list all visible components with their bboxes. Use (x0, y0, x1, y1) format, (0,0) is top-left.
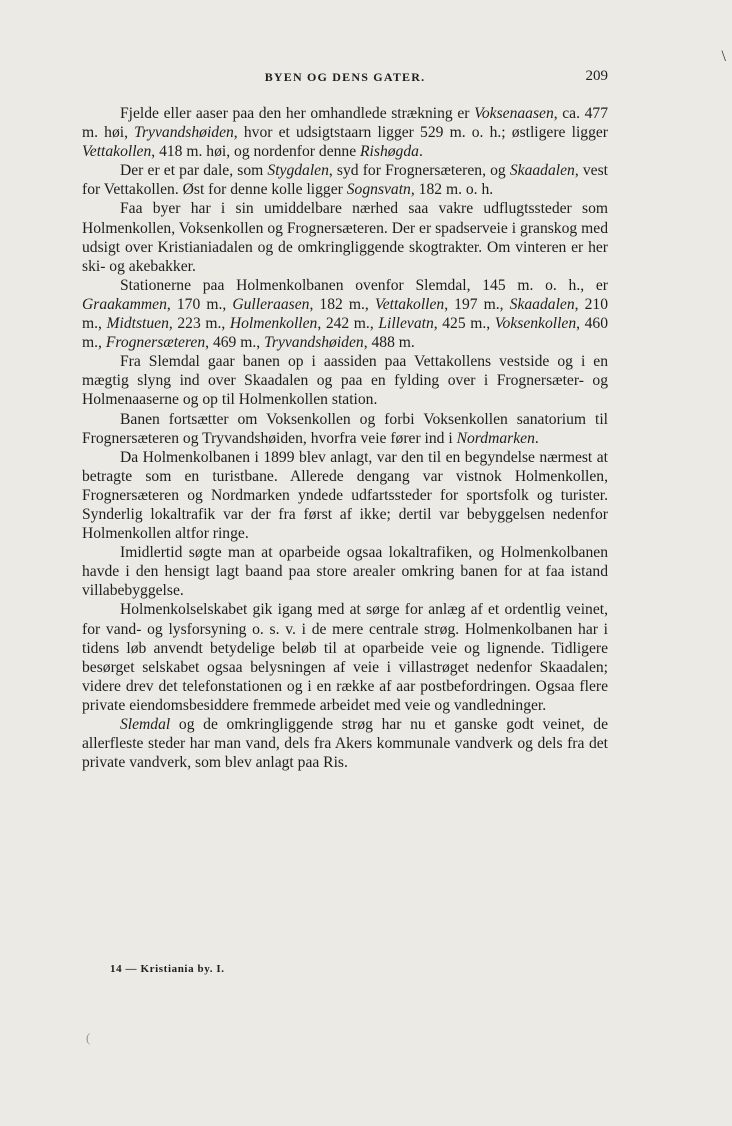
signature-mark: 14 — Kristiania by. I. (110, 963, 225, 975)
text-run: , syd for Frognersæteren, og (328, 162, 510, 180)
text-run: Stationerne paa Holmenkolbanen ovenfor Slemdal, 145 m. o. h., er (120, 276, 608, 294)
text-run: og de omkringliggende strøg har nu et ganske godt veinet, de allerfleste steder har man vand, dels fra Akers kommunale vandverk og dels fra det private vandverk, som blev anlagt paa Ris. (82, 716, 608, 772)
stray-mark: ( (86, 1030, 91, 1045)
body-text (82, 104, 608, 772)
page-header (82, 68, 608, 88)
text-run: , 197 m., (444, 295, 510, 313)
text-run: Fra Slemdal gaar banen op i aassiden paa Vettakollens vestside og i en mægtig slyng ind over Skaadalen og paa en fylding over i Frognersæter- og Holmenaaserne og op til Holmenkollen station. (82, 353, 608, 409)
text-run: , 460 m., (82, 315, 609, 352)
text-run: , 242 m., (317, 315, 379, 333)
text-run: , 425 m., (433, 315, 495, 333)
text-run: 182 m. o. h. (414, 181, 494, 199)
place-name: Holmenkollen (229, 315, 318, 333)
text-run: . (534, 429, 539, 447)
text-run: Da Holmenkolbanen i 1899 blev anlagt, var den til en begyndelse nærmest at betragte som en turistbane. Allerede dengang var vistnok Holmenkollen, Frognersæteren og Nordmarken yndede udfartssteder for sportsfolk og turister. Synderlig lokaltrafik var der fra først af ikke; dertil var bebyggelsen nedenfor Holmenkollen altfor ringe. (82, 448, 608, 543)
text-run: , 469 m., (205, 334, 265, 352)
place-name: Sognsvatn, (346, 181, 415, 199)
text-run: Fjelde eller aaser paa den her omhandlede strækning er (120, 105, 475, 122)
place-name: Stygdalen (267, 162, 329, 180)
place-name: Tryvandshøiden (264, 334, 364, 352)
text-run: , 488 m. (363, 334, 415, 352)
text-run: , hvor et udsigtstaarn ligger 529 m. o. h.; østligere ligger (233, 124, 608, 142)
place-name: Nordmarken (456, 429, 535, 447)
text-run: Banen fortsætter om Voksenkollen og forbi Voksenkollen sanatorium til Frognersæteren og Tryvandshøiden, hvorfra veie fører ind i (82, 410, 608, 447)
text-run: Der er et par dale, som (120, 162, 268, 180)
text-run: Faa byer har i sin umiddelbare nærhed saa vakre udflugtssteder som Holmenkollen, Voksenkollen og Frognersæteren. Der er spadserveie i granskog med udsigt over Kristianiadalen og de omkringliggende skogtrakter. Om vinteren er her ski- og akebakker. (82, 200, 608, 275)
text-run: Imidlertid søgte man at oparbeide ogsaa lokaltrafiken, og Holmenkolbanen havde i den hensigt lagt baand paa store arealer omkring banen for at faa istand villabebyggelse. (82, 544, 608, 600)
paragraph (82, 448, 608, 543)
place-name: Gulleraasen (232, 295, 310, 313)
paragraph (82, 199, 608, 275)
place-name: Lillevatn (378, 315, 434, 333)
paragraph (82, 352, 608, 409)
paragraph (82, 715, 608, 772)
text-run: , vest for Vettakollen. Øst for denne kolle ligger (82, 162, 608, 199)
place-name: Graakammen (82, 295, 167, 313)
place-name: Voksenaasen (474, 105, 554, 122)
paragraph (82, 276, 608, 352)
text-run: , ca. 477 m. høi, (82, 105, 608, 142)
place-name: Vettakollen (82, 143, 152, 161)
place-name: Midtstuen (106, 315, 169, 333)
text-run: , 418 m. høi, og nordenfor denne (151, 143, 361, 161)
place-name: Frognersæteren (105, 334, 206, 352)
place-name: Tryvandshøiden (134, 124, 234, 142)
paragraph (82, 600, 608, 715)
place-name: Skaadalen (509, 295, 575, 313)
text-run: Holmenkolselskabet gik igang med at sørge for anlæg af et ordentlig veinet, for vand- og lysforsyning o. s. v. i de mere centrale strøg. Holmenkolbanen har i tidens løb anvendt betydelige beløb til at oparbeide veie og lignende. Tidligere besørget selskabet ogsaa belysningen af veie i villastrøget nedenfor Skaadalen; videre drev det telefonstationen og i en række af aar postbefordringen. Ogsaa flere private eiendomsbesiddere fremmede arbeidet med veie og vandledninger. (82, 601, 608, 714)
running-title: BYEN OG DENS GATER. (264, 70, 426, 84)
page-number: 209 (585, 68, 608, 84)
text-run: , 223 m., (168, 315, 230, 333)
text-run: , 210 m., (82, 295, 609, 333)
place-name: Rishøgda (360, 143, 419, 161)
place-name: Slemdal (120, 716, 171, 733)
text-run: , 170 m., (166, 295, 233, 313)
place-name: Voksenkollen (494, 315, 577, 333)
text-run: , 182 m., (309, 295, 375, 313)
place-name: Skaadalen (509, 162, 575, 180)
paragraph (82, 104, 608, 161)
paragraph (82, 410, 608, 448)
text-run: . (418, 143, 423, 161)
paragraph (82, 543, 608, 600)
page-edge-mark: \ (721, 48, 726, 65)
place-name: Vettakollen (374, 295, 445, 313)
paragraph (82, 161, 608, 199)
